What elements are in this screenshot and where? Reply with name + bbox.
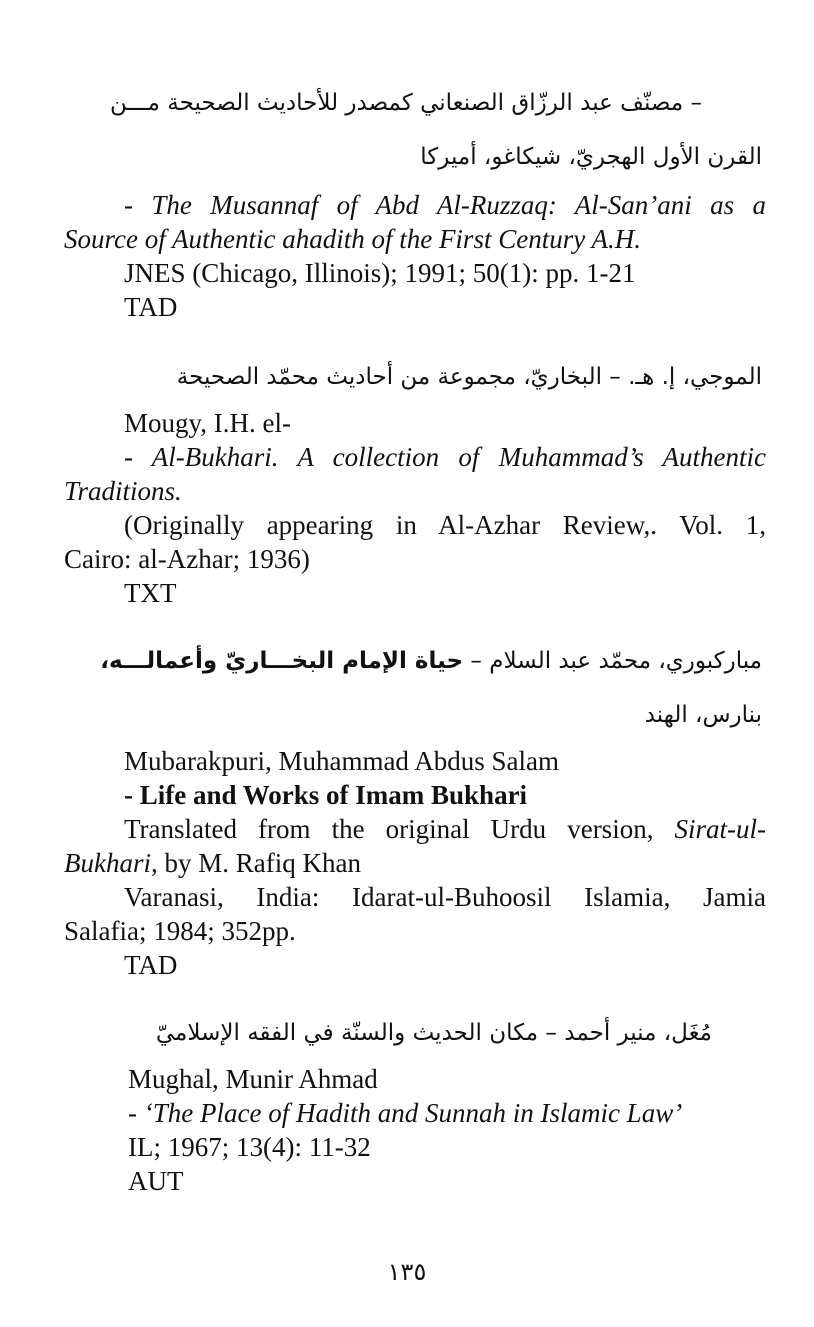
entry-3-arabic-title: حياة الإمام البخـــاريّ وأعمالـــه،	[100, 648, 464, 674]
entry-1-code: TAD	[124, 292, 178, 322]
entry-1-title-line-2: Source of Authentic ahadith of the First Century A.H.	[64, 224, 641, 254]
entry-3-translation-line-2	[64, 846, 361, 880]
entry-3-arabic-line-1	[100, 644, 762, 678]
entry-1-title-line-1: - The Musannaf of Abd Al-Ruzzaq: Al-San’ani as a	[124, 190, 766, 220]
page-number: ١٣٥	[387, 1258, 427, 1286]
entry-2-title-line-2: Traditions.	[64, 476, 182, 506]
entry-4-author: Mughal, Munir Ahmad	[128, 1064, 378, 1094]
entry-3-publication-line-1: Varanasi, India: Idarat-ul-Buhoosil Islamia, Jamia	[124, 882, 766, 912]
entry-1-arabic-line-1: – مصنّف عبد الرزّاق الصنعاني كمصدر للأحاديث الصحيحة مـــن	[109, 90, 702, 116]
entry-4-code: AUT	[128, 1166, 184, 1196]
entry-3-code: TAD	[124, 950, 178, 980]
entry-1-publication: JNES (Chicago, Illinois); 1991; 50(1): pp. 1-21	[124, 258, 636, 288]
entry-4-title: - ‘The Place of Hadith and Sunnah in Islamic Law’	[128, 1098, 683, 1128]
entry-3-arabic-line-2: بنارس، الهند	[644, 702, 762, 728]
entry-2-arabic-line-1: الموجي، إ. هـ. – البخاريّ، مجموعة من أحاديث محمّد الصحيحة	[176, 364, 762, 390]
entry-3-translation-line-1	[124, 812, 766, 846]
entry-3-title: - Life and Works of Imam Bukhari	[124, 780, 528, 810]
entry-3-publication-line-2: Salafia; 1984; 352pp.	[64, 916, 296, 946]
entry-2-author: Mougy, I.H. el-	[124, 408, 291, 438]
entry-4-publication: IL; 1967; 13(4): 11-32	[128, 1132, 371, 1162]
entry-3-original-title-part-1: Sirat-ul-	[674, 814, 767, 844]
entry-2-note-line-1: (Originally appearing in Al-Azhar Review,. Vol. 1,	[124, 510, 766, 540]
entry-3-translation-text: Translated from the original Urdu version,	[124, 814, 654, 844]
entry-4-arabic-line-1: مُغَل، منير أحمد – مكان الحديث والسنّة في الفقه الإسلاميّ	[155, 1020, 712, 1046]
entry-1-arabic-line-2: القرن الأول الهجريّ، شيكاغو، أميركا	[420, 144, 762, 170]
entry-3-original-title-part-2: Bukhari,	[64, 848, 158, 878]
entry-2-note-line-2: Cairo: al-Azhar; 1936)	[64, 544, 310, 574]
entry-2-code: TXT	[124, 578, 177, 608]
entry-3-author: Mubarakpuri, Muhammad Abdus Salam	[124, 746, 559, 776]
entry-3-arabic-author: مباركبوري، محمّد عبد السلام –	[470, 648, 762, 674]
entry-2-title-line-1: - Al-Bukhari. A collection of Muhammad’s Authentic	[124, 442, 766, 472]
entry-3-translator: by M. Rafiq Khan	[164, 848, 361, 878]
